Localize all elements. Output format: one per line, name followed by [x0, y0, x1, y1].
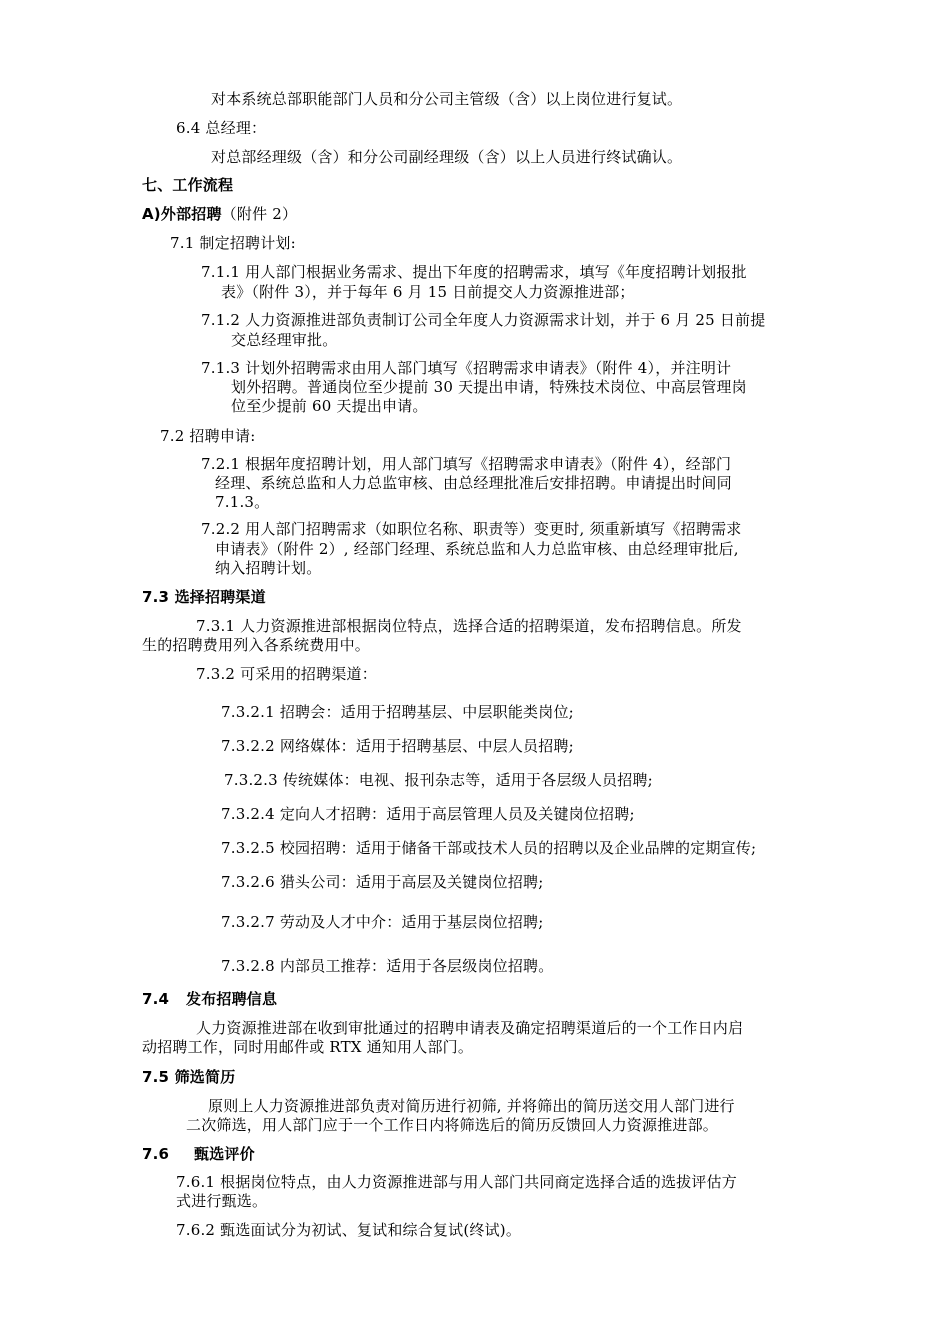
- text-line: 人力资源推进部在收到审批通过的招聘申请表及确定招聘渠道后的一个工作日内启: [196, 1019, 744, 1037]
- chapter-heading: 七、工作流程: [142, 176, 234, 194]
- text-line: 经理、系统总监和人力总监审核、由总经理批准后安排招聘。申请提出时间同: [215, 474, 732, 492]
- text-line: 动招聘工作，同时用邮件或 RTX 通知用人部门。: [142, 1038, 474, 1056]
- section-heading: 6.4 总经理：: [176, 119, 267, 137]
- list-item: 7.3.2.5 校园招聘：适用于储备干部或技术人员的招聘以及企业品牌的定期宣传;: [221, 839, 757, 857]
- text-line: 二次筛选，用人部门应于一个工作日内将筛选后的简历反馈回人力资源推进部。: [186, 1116, 719, 1134]
- section-heading: 甄选评价: [194, 1145, 255, 1163]
- subsection-heading: [142, 205, 297, 224]
- list-item: 7.3.2.8 内部员工推荐：适用于各层级岗位招聘。: [221, 957, 554, 975]
- section-number: 7.6: [142, 1145, 170, 1163]
- text-line: 7.3.1 人力资源推进部根据岗位特点，选择合适的招聘渠道，发布招聘信息。所发: [196, 617, 742, 635]
- section-heading: 7.3 选择招聘渠道: [142, 588, 266, 606]
- text-line: 位至少提前 60 天提出申请。: [231, 397, 428, 415]
- text-line: 生的招聘费用列入各系统费用中。: [142, 636, 371, 654]
- section-number: 7.4: [142, 990, 170, 1008]
- list-item: 7.3.2.1 招聘会：适用于招聘基层、中层职能类岗位;: [221, 703, 574, 721]
- list-item: 7.3.2.4 定向人才招聘：适用于高层管理人员及关键岗位招聘;: [221, 805, 635, 823]
- section-heading: 7.5 筛选简历: [142, 1068, 236, 1086]
- section-heading: 发布招聘信息: [186, 990, 278, 1008]
- text-line: 7.1.3。: [215, 493, 270, 511]
- section-heading: 7.2 招聘申请:: [160, 427, 256, 445]
- text-line: 对本系统总部职能部门人员和分公司主管级（含）以上岗位进行复试。: [211, 90, 683, 108]
- text-line: 原则上人力资源推进部负责对简历进行初筛, 并将筛出的简历送交用人部门进行: [208, 1097, 735, 1115]
- text-line: 对总部经理级（含）和分公司副经理级（含）以上人员进行终试确认。: [211, 148, 683, 166]
- text-line: 交总经理审批。: [231, 331, 338, 349]
- text-line: 纳入招聘计划。: [215, 559, 322, 577]
- list-item: 7.3.2.7 劳动及人才中介：适用于基层岗位招聘;: [221, 913, 544, 931]
- text-line: 7.6.1 根据岗位特点，由人力资源推进部与用人部门共同商定选择合适的选拔评估方: [176, 1173, 737, 1191]
- text-line: 划外招聘。普通岗位至少提前 30 天提出申请，特殊技术岗位、中高层管理岗: [231, 378, 747, 396]
- subsection-title: A)外部招聘: [142, 205, 222, 223]
- list-item: 7.3.2.3 传统媒体：电视、报刊杂志等，适用于各层级人员招聘;: [224, 771, 653, 789]
- text-line: 7.1.1 用人部门根据业务需求、提出下年度的招聘需求，填写《年度招聘计划报批: [201, 263, 747, 281]
- text-line: 7.2.1 根据年度招聘计划，用人部门填写《招聘需求申请表》（附件 4），经部门: [201, 455, 732, 473]
- text-line: 7.6.2 甄选面试分为初试、复试和综合复试(终试)。: [176, 1221, 522, 1239]
- text-line: 表》（附件 3），并于每年 6 月 15 日前提交人力资源推进部；: [221, 283, 635, 301]
- section-heading: 7.1 制定招聘计划:: [170, 234, 296, 252]
- text-line: 7.2.2 用人部门招聘需求（如职位名称、职责等）变更时, 须重新填写《招聘需求: [201, 520, 742, 538]
- list-item: 7.3.2.2 网络媒体：适用于招聘基层、中层人员招聘;: [221, 737, 574, 755]
- text-line: 7.1.2 人力资源推进部负责制订公司全年度人力资源需求计划，并于 6 月 25 日前提: [201, 311, 766, 329]
- list-item: 7.3.2.6 猎头公司：适用于高层及关键岗位招聘;: [221, 873, 544, 891]
- text-line: 式进行甄选。: [176, 1192, 268, 1210]
- text-line: 7.1.3 计划外招聘需求由用人部门填写《招聘需求申请表》（附件 4），并注明计: [201, 359, 732, 377]
- text-line: 7.3.2 可采用的招聘渠道：: [196, 665, 377, 683]
- subsection-note: （附件 2）: [221, 205, 298, 223]
- text-line: 申请表》（附件 2）, 经部门经理、系统总监和人力总监审核、由总经理审批后,: [215, 540, 739, 558]
